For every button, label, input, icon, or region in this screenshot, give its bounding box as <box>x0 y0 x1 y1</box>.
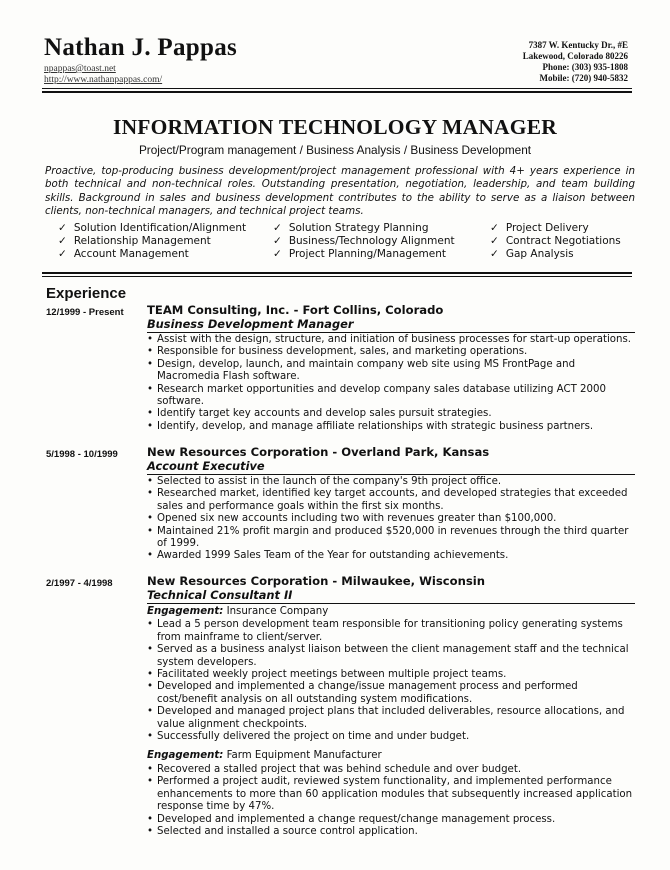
engagement-line <box>147 750 635 762</box>
job-bullets <box>147 476 635 563</box>
job-bullets <box>147 334 635 433</box>
job-dates: 5/1998 - 10/1999 <box>46 449 118 460</box>
skill-item: ✓ Project Planning/Management <box>273 248 455 261</box>
header-divider-thick <box>42 91 632 93</box>
bullet-item: • Performed a project audit, reviewed system functionality, and implemented performance enhancements to more than 60 application modules that subsequently increased application response time by 47%. <box>147 776 635 813</box>
bullet-item: • Research market opportunities and develop company sales database utilizing ACT 2000 software. <box>147 384 635 409</box>
bullet-item: • Developed and implemented a change/issue management process and performed cost/benefit analysis on all outstanding system modifications. <box>147 681 635 706</box>
skills-divider-thin <box>42 276 632 277</box>
bullet-item: • Maintained 21% profit margin and produced $520,000 in revenues through the third quarter of 1999. <box>147 526 635 551</box>
bullet-item: • Identify, develop, and manage affiliate relationships with strategic business partners. <box>147 421 635 433</box>
bullet-item: • Identify target key accounts and develop sales pursuit strategies. <box>147 408 635 420</box>
phone: Phone: (303) 935-1808 <box>542 62 628 72</box>
skills-column-3 <box>490 222 621 262</box>
bullet-item: • Developed and managed project plans that included deliverables, resource allocations, and value alignment checkpoints. <box>147 706 635 731</box>
job-title: Technical Consultant II <box>147 588 635 604</box>
skill-item: ✓ Project Delivery <box>490 222 621 235</box>
skills-column-2 <box>273 222 455 262</box>
bullet-item: • Awarded 1999 Sales Team of the Year for outstanding achievements. <box>147 550 635 562</box>
job-company: New Resources Corporation - Overland Park, Kansas <box>147 445 490 459</box>
website-link[interactable]: http://www.nathanpappas.com/ <box>44 75 163 85</box>
job-title: Business Development Manager <box>147 317 635 333</box>
bullet-item: • Lead a 5 person development team responsible for transitioning policy generating systems from mainframe to client/server. <box>147 619 635 644</box>
bullet-item: • Served as a business analyst liaison between the client management staff and the technical system developers. <box>147 644 635 669</box>
skill-item: ✓ Gap Analysis <box>490 248 621 261</box>
professional-summary: Proactive, top-producing business development/project management professional with 4+ years experience in both technical and non-technical roles. Outstanding presentation, negotiation, leadership, and team building skills. Background in sales and business development contributes to the ability to serve as a liaison between clients, non-technical managers, and technical project teams. <box>45 165 635 217</box>
job-bullets <box>147 619 635 743</box>
bullet-item: • Selected to assist in the launch of the company's 9th project office. <box>147 476 635 488</box>
experience-heading: Experience <box>46 285 127 302</box>
bullet-item: • Developed and implemented a change request/change management process. <box>147 814 635 826</box>
skills-divider-thick <box>42 272 632 274</box>
resume-headline: INFORMATION TECHNOLOGY MANAGER <box>113 115 557 139</box>
bullet-item: • Facilitated weekly project meetings between multiple project teams. <box>147 669 635 681</box>
job-company: TEAM Consulting, Inc. - Fort Collins, Colorado <box>147 303 444 317</box>
job-dates: 12/1999 - Present <box>46 307 124 318</box>
bullet-item: • Assist with the design, structure, and initiation of business processes for start-up operations. <box>147 334 635 346</box>
skill-item: ✓ Solution Strategy Planning <box>273 222 455 235</box>
job-company: New Resources Corporation - Milwaukee, Wisconsin <box>147 574 485 588</box>
candidate-name: Nathan J. Pappas <box>44 34 238 61</box>
email-link[interactable]: npappas@toast.net <box>44 64 116 74</box>
address-line-2: Lakewood, Colorado 80226 <box>522 51 628 61</box>
skill-item: ✓ Solution Identification/Alignment <box>58 222 246 235</box>
bullet-item: • Successfully delivered the project on time and under budget. <box>147 731 635 743</box>
mobile: Mobile: (720) 940-5832 <box>539 73 628 83</box>
job-entry <box>147 574 635 838</box>
engagement-client: Insurance Company <box>226 606 329 617</box>
bullet-item: • Selected and installed a source control application. <box>147 826 635 838</box>
bullet-item: • Recovered a stalled project that was behind schedule and over budget. <box>147 764 635 776</box>
skills-column-1 <box>58 222 246 262</box>
engagement-label: Engagement: <box>147 750 224 762</box>
job-entry <box>147 303 635 433</box>
skill-item: ✓ Account Management <box>58 248 246 261</box>
bullet-item: • Opened six new accounts including two with revenues greater than $100,000. <box>147 513 635 525</box>
bullet-item: • Responsible for business development, sales, and marketing operations. <box>147 346 635 358</box>
header-divider-thin <box>42 88 632 89</box>
skill-item: ✓ Business/Technology Alignment <box>273 235 455 248</box>
engagement-line <box>147 606 635 618</box>
resume-subhead: Project/Program management / Business Analysis / Business Development <box>138 143 532 157</box>
contact-links <box>44 64 162 86</box>
engagement-label: Engagement: <box>147 606 224 617</box>
engagement-client: Farm Equipment Manufacturer <box>226 750 382 762</box>
bullet-item: • Researched market, identified key target accounts, and developed strategies that exceeded sales and performance goals within the first six months. <box>147 488 635 513</box>
bullet-item: • Design, develop, launch, and maintain company web site using MS FrontPage and Macromedia Flash software. <box>147 359 635 384</box>
skill-item: ✓ Relationship Management <box>58 235 246 248</box>
job-title: Account Executive <box>147 459 635 475</box>
skill-item: ✓ Contract Negotiations <box>490 235 621 248</box>
job-bullets <box>147 764 635 838</box>
contact-address <box>523 40 628 84</box>
job-dates: 2/1997 - 4/1998 <box>46 578 113 589</box>
job-entry <box>147 445 635 563</box>
address-line-1: 7387 W. Kentucky Dr., #E <box>528 40 628 50</box>
